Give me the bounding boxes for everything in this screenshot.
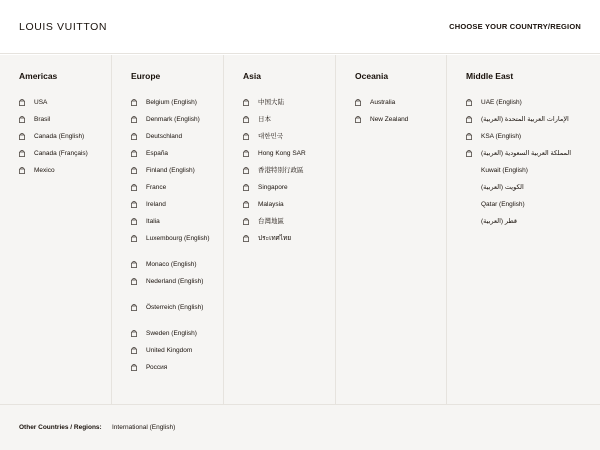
shopping-bag-icon	[243, 201, 249, 207]
shopping-bag-icon	[355, 116, 361, 122]
country-link[interactable]	[131, 260, 223, 269]
country-link[interactable]	[131, 132, 223, 141]
country-label: Malaysia	[258, 201, 284, 208]
country-label: الإمارات العربية المتحدة (العربية)	[481, 116, 569, 123]
shopping-bag-icon	[131, 184, 137, 190]
country-link[interactable]	[131, 166, 223, 175]
country-link[interactable]	[243, 115, 335, 124]
country-label: Sweden (English)	[146, 330, 197, 337]
shopping-bag-icon	[131, 261, 137, 267]
shopping-bag-icon	[466, 133, 472, 139]
country-link[interactable]	[466, 115, 596, 124]
shopping-bag-icon	[131, 330, 137, 336]
shopping-bag-icon	[466, 150, 472, 156]
country-label: KSA (English)	[481, 133, 522, 140]
shopping-bag-icon	[131, 99, 137, 105]
country-label: Brasil	[34, 116, 51, 123]
country-label: New Zealand	[370, 116, 409, 123]
country-link[interactable]	[131, 346, 223, 355]
shopping-bag-icon	[19, 150, 25, 156]
country-label: 台灣地區	[258, 218, 284, 225]
region-column-middle-east	[447, 55, 600, 404]
country-label: Canada (Français)	[34, 150, 88, 157]
brand-logo[interactable]: LOUIS VUITTON	[19, 21, 108, 33]
country-label: Italia	[146, 218, 160, 225]
country-link[interactable]	[466, 98, 596, 107]
country-label: Australia	[370, 99, 396, 106]
shopping-bag-icon	[243, 150, 249, 156]
country-link[interactable]	[243, 98, 335, 107]
header	[0, 0, 600, 54]
region-title: Americas	[19, 71, 58, 81]
country-label: 香港特別行政區	[258, 167, 304, 174]
country-link[interactable]	[466, 149, 596, 158]
shopping-bag-icon	[466, 116, 472, 122]
country-link[interactable]	[243, 166, 335, 175]
region-title: Asia	[243, 71, 261, 81]
country-label: Kuwait (English)	[481, 167, 528, 174]
country-label: España	[146, 150, 169, 157]
country-label: Россия	[146, 364, 168, 371]
country-link[interactable]	[466, 183, 596, 192]
country-link[interactable]	[131, 183, 223, 192]
country-label: Österreich (English)	[146, 304, 204, 311]
country-label: الكويت (العربية)	[481, 184, 524, 191]
country-link[interactable]	[131, 149, 223, 158]
country-link[interactable]	[355, 98, 447, 107]
country-link[interactable]	[355, 115, 447, 124]
country-label: Nederland (English)	[146, 278, 204, 285]
country-link[interactable]	[466, 132, 596, 141]
country-link[interactable]	[243, 217, 335, 226]
country-link[interactable]	[466, 166, 596, 175]
country-link[interactable]	[466, 200, 596, 209]
shopping-bag-icon	[131, 304, 137, 310]
country-link[interactable]	[131, 200, 223, 209]
country-label: France	[146, 184, 167, 191]
country-label: USA	[34, 99, 48, 106]
shopping-bag-icon	[131, 133, 137, 139]
country-label: Hong Kong SAR	[258, 150, 306, 157]
region-title: Europe	[131, 71, 161, 81]
country-label: Monaco (English)	[146, 261, 197, 268]
shopping-bag-icon	[243, 235, 249, 241]
region-column-oceania	[336, 55, 447, 404]
country-link[interactable]	[19, 115, 111, 124]
shopping-bag-icon	[243, 133, 249, 139]
shopping-bag-icon	[466, 99, 472, 105]
shopping-bag-icon	[243, 218, 249, 224]
country-link[interactable]	[243, 149, 335, 158]
country-label: Deutschland	[146, 133, 183, 140]
country-link[interactable]	[131, 98, 223, 107]
country-label: Qatar (English)	[481, 201, 525, 208]
shopping-bag-icon	[131, 150, 137, 156]
country-label: 中国大陆	[258, 99, 284, 106]
country-link[interactable]	[131, 115, 223, 124]
shopping-bag-icon	[19, 167, 25, 173]
country-label: United Kingdom	[146, 347, 193, 354]
country-label: Luxembourg (English)	[146, 235, 210, 242]
choose-country-heading: CHOOSE YOUR COUNTRY/REGION	[449, 22, 581, 31]
country-link[interactable]	[466, 217, 596, 226]
country-link[interactable]	[243, 183, 335, 192]
country-link[interactable]	[243, 132, 335, 141]
country-label: 대한민국	[258, 133, 284, 140]
country-link[interactable]	[131, 303, 223, 312]
shopping-bag-icon	[355, 99, 361, 105]
other-countries-label: Other Countries / Regions:	[19, 424, 102, 431]
shopping-bag-icon	[19, 116, 25, 122]
region-title: Oceania	[355, 71, 389, 81]
country-label: 日本	[258, 116, 271, 123]
region-column-asia	[224, 55, 336, 404]
country-link[interactable]	[131, 277, 223, 286]
country-link[interactable]	[19, 149, 111, 158]
shopping-bag-icon	[131, 364, 137, 370]
shopping-bag-icon	[243, 116, 249, 122]
country-label: Belgium (English)	[146, 99, 197, 106]
shopping-bag-icon	[131, 235, 137, 241]
country-label: Mexico	[34, 167, 55, 174]
country-label: Ireland	[146, 201, 166, 208]
country-label: UAE (English)	[481, 99, 522, 106]
international-english-link[interactable]: International (English)	[112, 424, 176, 431]
shopping-bag-icon	[19, 133, 25, 139]
shopping-bag-icon	[131, 218, 137, 224]
country-label: Denmark (English)	[146, 116, 200, 123]
country-link[interactable]	[19, 98, 111, 107]
footer	[0, 404, 600, 450]
shopping-bag-icon	[131, 167, 137, 173]
shopping-bag-icon	[19, 99, 25, 105]
country-link[interactable]	[19, 166, 111, 175]
shopping-bag-icon	[131, 116, 137, 122]
shopping-bag-icon	[131, 201, 137, 207]
shopping-bag-icon	[131, 347, 137, 353]
shopping-bag-icon	[131, 278, 137, 284]
country-label: Singapore	[258, 184, 288, 191]
region-title: Middle East	[466, 71, 514, 81]
country-label: Canada (English)	[34, 133, 85, 140]
country-link[interactable]	[19, 132, 111, 141]
country-link[interactable]	[243, 234, 335, 243]
region-grid	[0, 55, 600, 404]
shopping-bag-icon	[243, 99, 249, 105]
country-link[interactable]	[131, 329, 223, 338]
country-link[interactable]	[131, 363, 223, 372]
country-link[interactable]	[243, 200, 335, 209]
region-column-americas	[0, 55, 112, 404]
country-label: قطر (العربية)	[481, 218, 517, 225]
country-label: ประเทศไทย	[258, 235, 292, 242]
country-link[interactable]	[131, 217, 223, 226]
shopping-bag-icon	[243, 167, 249, 173]
shopping-bag-icon	[243, 184, 249, 190]
region-column-europe	[112, 55, 224, 404]
country-label: Finland (English)	[146, 167, 195, 174]
country-link[interactable]	[131, 234, 223, 243]
country-label: المملكة العربية السعودية (العربية)	[481, 150, 572, 157]
